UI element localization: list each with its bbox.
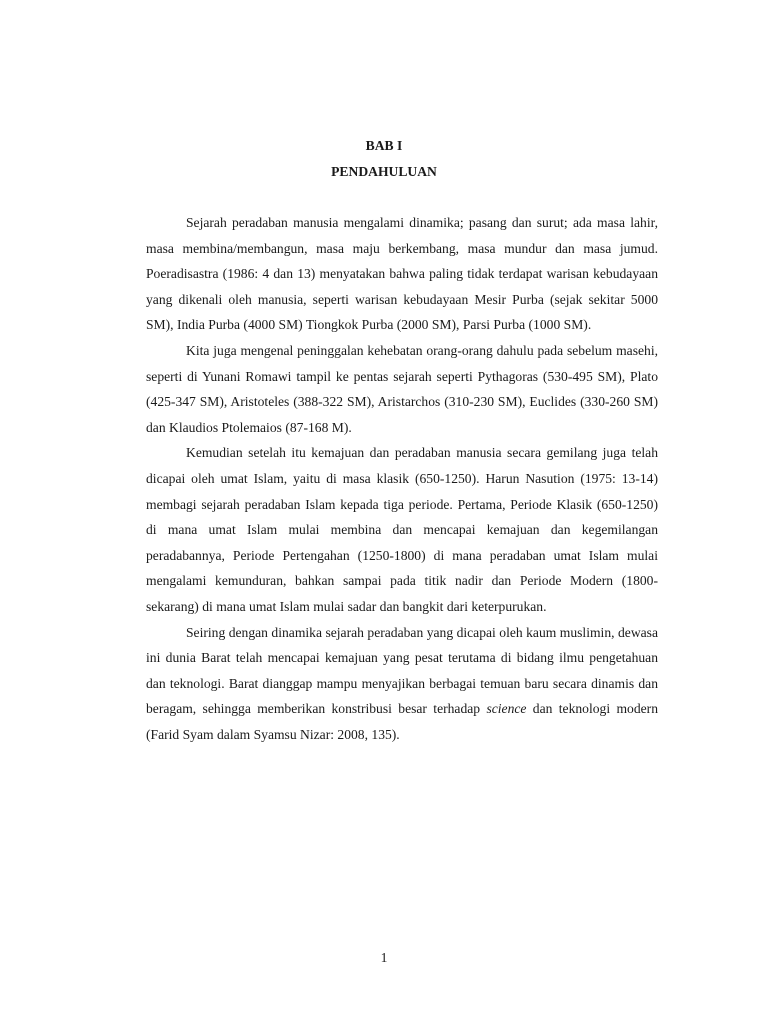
paragraph-1: Sejarah peradaban manusia mengalami dinamika; pasang dan surut; ada masa lahir, masa membina/membangun, masa maju berkembang, masa mundur dan masa jumud. Poeradisastra (1986: 4 dan 13) menyatakan bahwa paling tidak terdapat warisan kebudayaan yang dikenali oleh manusia, seperti warisan kebudayaan Mesir Purba (sejak sekitar 5000 SM), India Purba (4000 SM) Tiongkok Purba (2000 SM), Parsi Purba (1000 SM). (146, 215, 658, 333)
paragraph-3: Kemudian setelah itu kemajuan dan peradaban manusia secara gemilang juga telah dicapai oleh umat Islam, yaitu di masa klasik (650-1250). Harun Nasution (1975: 13-14) membagi sejarah peradaban Islam kepada tiga periode. Pertama, Periode Klasik (650-1250) di mana umat Islam mulai membina dan mencapai kemajuan dan kegemilangan peradabannya, Periode Pertengahan (1250-1800) di mana peradaban umat Islam mulai mengalami kemunduran, bahkan sampai pada titik nadir dan Periode Modern (1800- sekarang) di mana umat Islam mulai sadar dan bangkit dari keterpurukan. (146, 445, 658, 614)
page-number: 1 (380, 950, 388, 965)
paragraph-4-text-before: Seiring dengan dinamika sejarah peradaban yang dicapai oleh kaum muslimin, dewasa ini dunia Barat telah mencapai kemajuan yang pesat terutama di bidang ilmu pengetahuan dan teknologi. Barat dianggap mampu menyajikan berbagai temuan baru secara dinamis dan beragam, sehingga memberikan konstribusi besar terhadap (146, 624, 658, 717)
paragraph-4-italic-term: science (486, 701, 527, 717)
paragraph-4-text-after: dan teknologi modern (Farid Syam dalam Syamsu Nizar: 2008, 135). (146, 701, 658, 742)
chapter-number: BAB I (365, 138, 403, 153)
paragraph-4 (146, 620, 658, 748)
paragraph-2: Kita juga mengenal peninggalan kehebatan orang-orang dahulu pada sebelum masehi, seperti di Yunani Romawi tampil ke pentas sejarah seperti Pythagoras (530-495 SM), Plato (425-347 SM), Aristoteles (388-322 SM), Aristarchos (310-230 SM), Euclides (330-260 SM) dan Klaudios Ptolemaios (87-168 M). (146, 342, 658, 435)
body-text (146, 210, 658, 747)
chapter-title: PENDAHULUAN (331, 164, 437, 179)
